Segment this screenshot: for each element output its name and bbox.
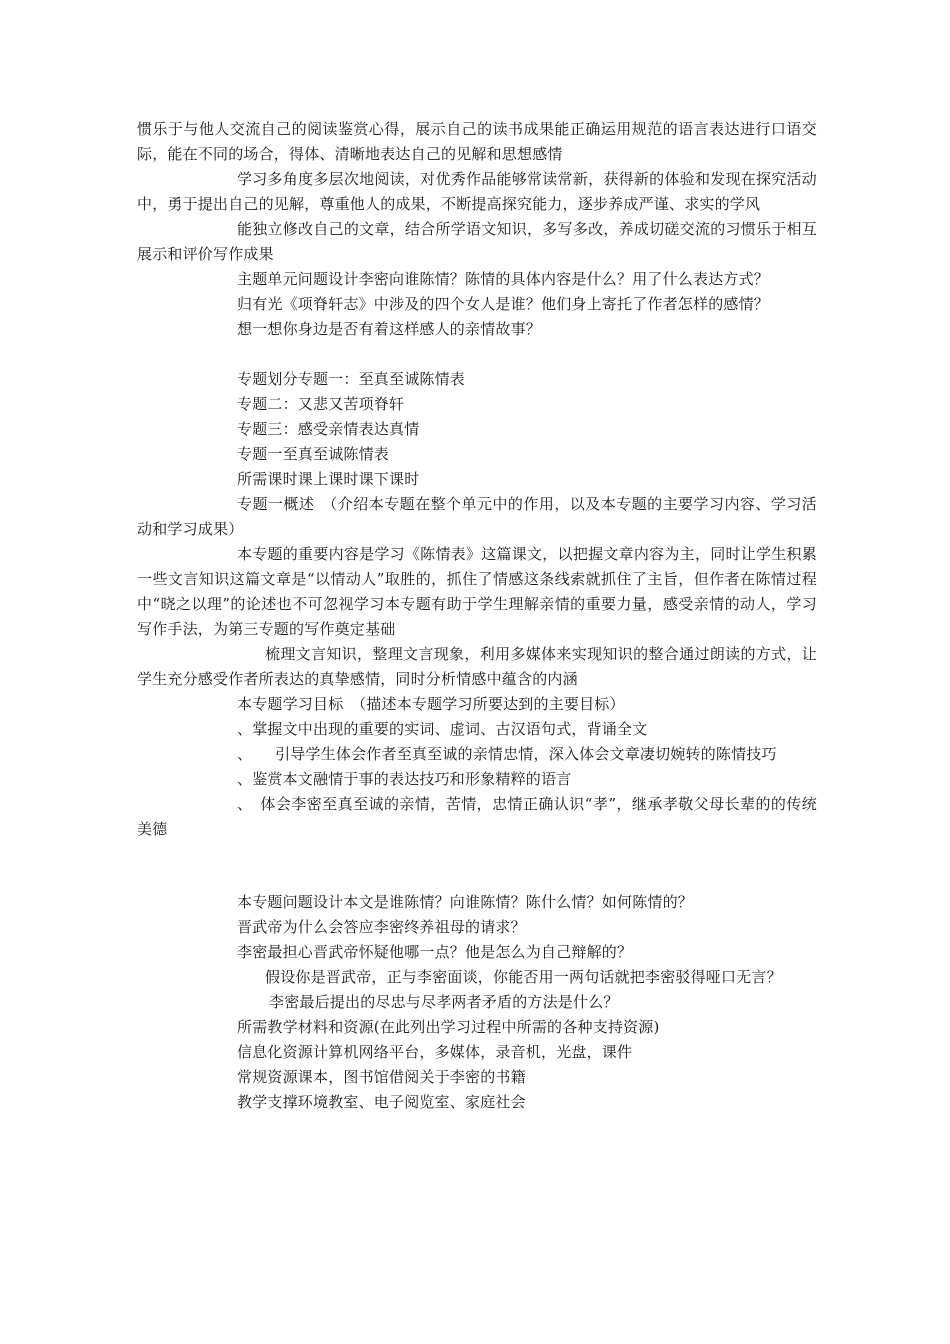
paragraph-2: 学习多角度多层次地阅读，对优秀作品能够常读常新，获得新的体验和发现在探究活动中，勇于提出自己的见解，尊重他人的成果，不断提高探究能力，逐步养成严谨、求实的学风 [137, 170, 817, 213]
paragraph-10: 专题一至真至诚陈情表 [237, 445, 390, 463]
paragraph-11: 所需课时课上课时课下课时 [237, 470, 420, 488]
paragraph-24: 李密最后提出的尽忠与尽孝两者矛盾的方法是什么？ [269, 993, 619, 1011]
paragraph-15: 本专题学习目标 （描述本专题学习所要达到的主要目标） [237, 695, 625, 713]
paragraph-3: 能独立修改自己的文章，结合所学语文知识，多写多改，养成切磋交流的习惯乐于相互展示和评价写作成果 [137, 220, 817, 263]
paragraph-19: 、 体会李密至真至诚的亲情，苦情，忠情正确认识“孝”，继承孝敬父母长辈的的传统美德 [137, 795, 817, 838]
paragraph-7: 专题划分专题一：至真至诚陈情表 [237, 370, 466, 388]
paragraph-20: 本专题问题设计本文是谁陈情？向谁陈情？陈什么情？如何陈情的？ [237, 893, 694, 911]
paragraph-27: 常规资源课本，图书馆借阅关于李密的书籍 [237, 1068, 526, 1086]
paragraph-1: 惯乐于与他人交流自己的阅读鉴赏心得，展示自己的读书成果能正确运用规范的语言表达进行口语交际，能在不同的场合，得体、清晰地表达自己的见解和思想感情 [137, 120, 817, 163]
paragraph-21: 晋武帝为什么会答应李密终养祖母的请求？ [237, 918, 526, 936]
paragraph-18: 、鉴赏本文融情于事的表达技巧和形象精粹的语言 [237, 770, 572, 788]
paragraph-8: 专题二：又悲又苦项脊轩 [237, 395, 405, 413]
paragraph-22: 李密最担心晋武帝怀疑他哪一点？他是怎么为自己辩解的？ [237, 943, 633, 961]
paragraph-23: 假设你是晋武帝，正与李密面谈，你能否用一两句话就把李密驳得哑口无言？ [265, 968, 782, 986]
paragraph-16: 、掌握文中出现的重要的实词、虚词、古汉语句式，背诵全文 [237, 720, 648, 738]
paragraph-13: 本专题的重要内容是学习《陈情表》这篇课文，以把握文章内容为主，同时让学生积累一些文言知识这篇文章是“以情动人”取胜的，抓住了情感这条线索就抓住了主旨，但作者在陈情过程中“晓之以理”的论述也不可忽视学习本专题有助于学生理解亲情的重要力量，感受亲情的动人，学习写作手法，为第三专题的写作奠定基础 [137, 545, 817, 638]
paragraph-28: 教学支撑环境教室、电子阅览室、家庭社会 [237, 1093, 526, 1111]
paragraph-17: 、 引导学生体会作者至真至诚的亲情忠情，深入体会文章凄切婉转的陈情技巧 [237, 745, 777, 763]
paragraph-9: 专题三：感受亲情表达真情 [237, 420, 420, 438]
blank-line [137, 842, 817, 890]
paragraph-12: 专题一概述 （介绍本专题在整个单元中的作用，以及本专题的主要学习内容、学习活动和学习成果） [137, 495, 817, 538]
blank-line [137, 342, 817, 367]
paragraph-4: 主题单元问题设计李密向谁陈情？陈情的具体内容是什么？用了什么表达方式？ [237, 270, 770, 288]
document-page [137, 117, 817, 1115]
paragraph-25: 所需教学材料和资源(在此列出学习过程中所需的各种支持资源) [237, 1018, 660, 1036]
paragraph-6: 想一想你身边是否有着这样感人的亲情故事？ [237, 320, 542, 338]
paragraph-5: 归有光《项脊轩志》中涉及的四个女人是谁？他们身上寄托了作者怎样的感情？ [237, 295, 770, 313]
paragraph-26: 信息化资源计算机网络平台，多媒体，录音机，光盘，课件 [237, 1043, 633, 1061]
paragraph-14: 梳理文言知识，整理文言现象，利用多媒体来实现知识的整合通过朗读的方式，让学生充分感受作者所表达的真挚感情，同时分析情感中蕴含的内涵 [137, 645, 817, 688]
